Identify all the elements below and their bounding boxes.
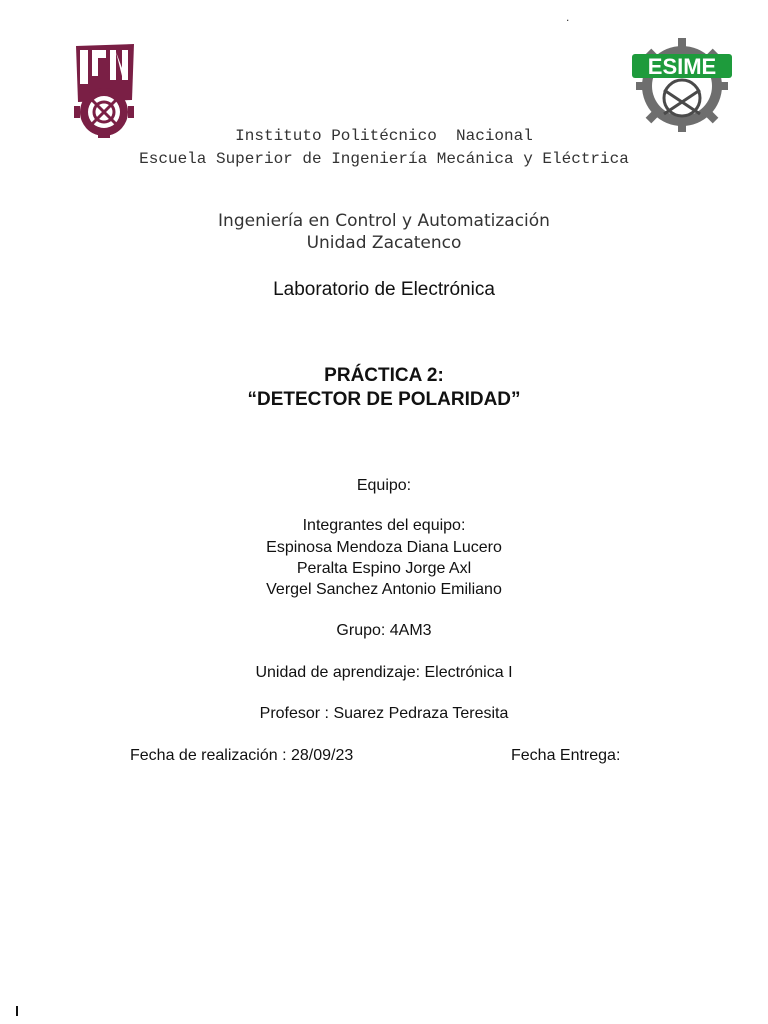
member-item: Vergel Sanchez Antonio Emiliano	[266, 581, 502, 598]
teacher-info: Profesor : Suarez Pedraza Teresita	[259, 705, 509, 722]
practice-title: “DETECTOR DE POLARIDAD”	[247, 389, 521, 410]
esime-logo	[628, 36, 736, 132]
page-edge-mark	[16, 1006, 18, 1016]
lab-name: Laboratorio de Electrónica	[273, 279, 495, 300]
group-info: Grupo: 4AM3	[336, 622, 432, 639]
ipn-logo	[70, 40, 140, 140]
member-item: Espinosa Mendoza Diana Lucero	[266, 539, 502, 556]
institute-name: Instituto Politécnico Nacional	[235, 127, 533, 145]
campus-name: Unidad Zacatenco	[306, 233, 462, 253]
ipn-logo-text: IPN	[70, 40, 72, 41]
course-info: Unidad de aprendizaje: Electrónica I	[255, 664, 513, 681]
school-name: Escuela Superior de Ingeniería Mecánica y Eléctrica	[139, 150, 629, 168]
esime-logo-text: ESIME	[647, 54, 717, 79]
stray-dot: .	[566, 10, 570, 24]
realization-date: Fecha de realización : 28/09/23	[130, 747, 354, 764]
practice-number: PRÁCTICA 2:	[324, 365, 444, 386]
team-label: Equipo:	[356, 477, 412, 494]
members-label: Integrantes del equipo:	[302, 517, 466, 534]
delivery-date: Fecha Entrega:	[511, 747, 621, 764]
program-name: Ingeniería en Control y Automatización	[218, 211, 550, 231]
member-item: Peralta Espino Jorge Axl	[296, 560, 472, 577]
